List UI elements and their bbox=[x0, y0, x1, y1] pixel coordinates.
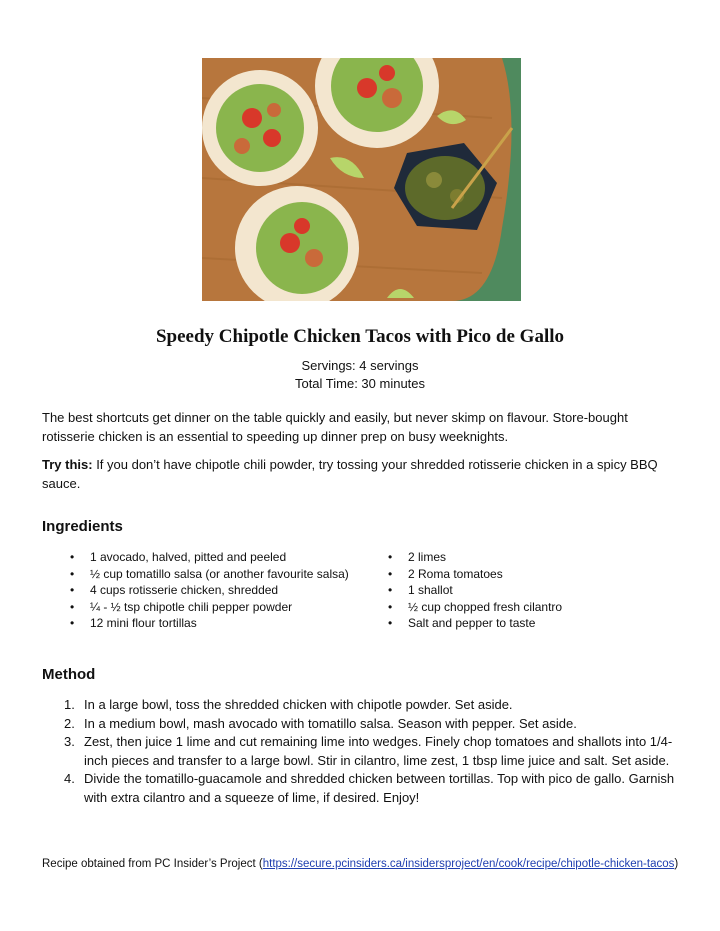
source-suffix: ) bbox=[674, 858, 679, 870]
list-item: • ¼ - ½ tsp chipotle chili pepper powder bbox=[70, 599, 370, 616]
step-text: In a medium bowl, mash avocado with tomatillo salsa. Season with pepper. Set aside. bbox=[84, 715, 577, 731]
servings: Servings: 4 servings bbox=[301, 358, 419, 373]
step-text: Zest, then juice 1 lime and cut remaining lime into wedges. Finely chop tomatoes and shallots into 1/4-inch pieces and transfer to a large bowl. Stir in cilantro, lime zest, 1 tbsp lime juice and salt. Set aside. bbox=[84, 734, 673, 768]
list-item: • ½ cup chopped fresh cilantro bbox=[388, 599, 678, 616]
recipe-photo bbox=[202, 58, 521, 301]
ingredients-heading: Ingredients bbox=[42, 518, 123, 535]
list-item: 4. Divide the tomatillo-guacamole and shredded chicken between tortillas. Top with pico de gallo. Garnish with extra cilantro and a squeeze of lime, if desired. Enjoy! bbox=[64, 771, 675, 805]
list-item: • Salt and pepper to taste bbox=[388, 615, 678, 632]
step-text: In a large bowl, toss the shredded chicken with chipotle powder. Set aside. bbox=[84, 697, 513, 712]
source-link[interactable]: https://secure.pcinsiders.ca/insidersproject/en/cook/recipe/chipotle-chicken-tacos bbox=[262, 858, 675, 870]
list-item: 2. In a medium bowl, mash avocado with tomatillo salsa. Season with pepper. Set aside. bbox=[64, 715, 577, 731]
ingredients-list-left bbox=[70, 549, 370, 632]
total-time: Total Time: 30 minutes bbox=[294, 376, 426, 391]
list-item: 1. In a large bowl, toss the shredded chicken with chipotle powder. Set aside. bbox=[64, 697, 513, 712]
method-steps bbox=[42, 696, 682, 807]
list-item: • 2 limes bbox=[388, 549, 678, 566]
tip-text: If you don’t have chipotle chili powder, try tossing your shredded rotisserie chicken in a spicy BBQ sauce. bbox=[42, 457, 658, 491]
method-heading: Method bbox=[42, 666, 96, 683]
ingredients-list-right bbox=[388, 549, 678, 632]
list-item: • 1 shallot bbox=[388, 582, 678, 599]
step-text: Divide the tomatillo-guacamole and shredded chicken between tortillas. Top with pico de gallo. Garnish with extra cilantro and a squeeze of lime, if desired. Enjoy! bbox=[84, 771, 675, 805]
list-item: • 1 avocado, halved, pitted and peeled bbox=[70, 549, 370, 566]
tip-paragraph bbox=[42, 455, 682, 493]
list-item: • ½ cup tomatillo salsa (or another favourite salsa) bbox=[70, 566, 370, 583]
list-item: • 12 mini flour tortillas bbox=[70, 615, 370, 632]
list-item: • 4 cups rotisserie chicken, shredded bbox=[70, 582, 370, 599]
recipe-title: Speedy Chipotle Chicken Tacos with Pico de Gallo bbox=[155, 326, 565, 347]
list-item: 3. Zest, then juice 1 lime and cut remaining lime into wedges. Finely chop tomatoes and shallots into 1/4-inch pieces and transfer to a large bowl. Stir in cilantro, lime zest, 1 tbsp lime juice and salt. Set aside. bbox=[64, 734, 673, 768]
source-credit bbox=[42, 856, 682, 873]
list-item: • 2 Roma tomatoes bbox=[388, 566, 678, 583]
source-prefix: Recipe obtained from PC Insider’s Project ( bbox=[42, 858, 263, 870]
intro-paragraph: The best shortcuts get dinner on the table quickly and easily, but never skimp on flavour. Store-bought rotisserie chicken is an essential to speeding up dinner prep on busy weeknights. bbox=[42, 410, 628, 444]
tip-label: Try this: bbox=[42, 457, 93, 472]
